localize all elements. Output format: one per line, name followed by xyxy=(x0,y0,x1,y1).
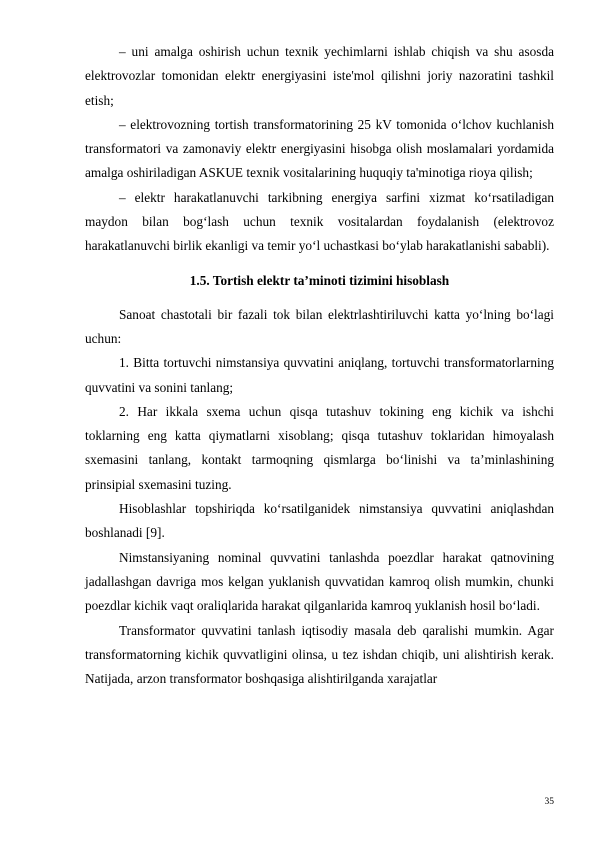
document-page xyxy=(85,40,554,691)
paragraph-task-1: 1. Bitta tortuvchi nimstansiya quvvatini aniqlang, tortuvchi transformatorlarning quvvatini va sonini tanlang; xyxy=(85,355,554,395)
paragraph-calculation-start: Hisoblashlar topshiriqda ko‘rsatilganidek nimstansiya quvvatini aniqlashdan boshlanadi [9]. xyxy=(85,501,554,541)
paragraph-askue-provision: – elektrovozning tortish transformatorining 25 kV tomonida o‘lchov kuchlanish transformatori va zamonaviy elektr energiyasini hisobga olish moslamalari yordamida amalga oshiriladigan ASKUE texnik vositalarining huquqiy ta'minotiga rioya qilish; xyxy=(85,116,554,181)
paragraph-control-solutions: – uni amalga oshirish uchun texnik yechimlarni ishlab chiqish va shu asosda elektrovozlar tomonidan elektr energiyasini iste'mol qilishni joriy nazoratini tashkil etish; xyxy=(85,44,554,108)
paragraph-transformer-selection: Transformator quvvatini tanlash iqtisodiy masala deb qaralishi mumkin. Agar transformatorning kichik quvvatligini olinsa, u tez ishdan chiqib, uni alishtirish kerak. Natijada, arzon transformator boshqasiga alishtirilganda xarajatlar xyxy=(85,622,554,687)
paragraph-nominal-power: Nimstansiyaning nominal quvvatini tanlashda poezdlar harakat qatnovining jadallashgan davriga mos kelgan yuklanish quvvatidan kamroq olish mumkin, chunki poezdlar kichik vaqt oraliqlarida harakat qilganlarida kamroq yuklanish hosil bo‘ladi. xyxy=(85,549,554,614)
paragraph-energy-linking: – elektr harakatlanuvchi tarkibning energiya sarfini xizmat ko‘rsatiladigan maydon bilan bog‘lash uchun texnik vositalardan foydalanish (elektrovoz harakatlanuvchi birlik ekanligi va temir yo‘l uchastkasi bo‘ylab harakatlanishi sababli). xyxy=(85,189,554,254)
paragraph-main-line-intro: Sanoat chastotali bir fazali tok bilan elektrlashtiriluvchi katta yo‘lning bo‘lagi uchun: xyxy=(85,306,554,346)
section-heading: 1.5. Tortish elektr ta’minoti tizimini hisoblash xyxy=(189,272,450,288)
page-number: 35 xyxy=(544,797,554,807)
paragraph-task-2: 2. Har ikkala sxema uchun qisqa tutashuv tokining eng kichik va ishchi toklarning eng katta qiymatlarni xisoblang; qisqa tutashuv toklaridan himoyalash sxemasini tanlang, kontakt tarmoqning qismlarga bo‘linishi va ta’minlashining prinsipial sxemasini tuzing. xyxy=(85,403,554,492)
